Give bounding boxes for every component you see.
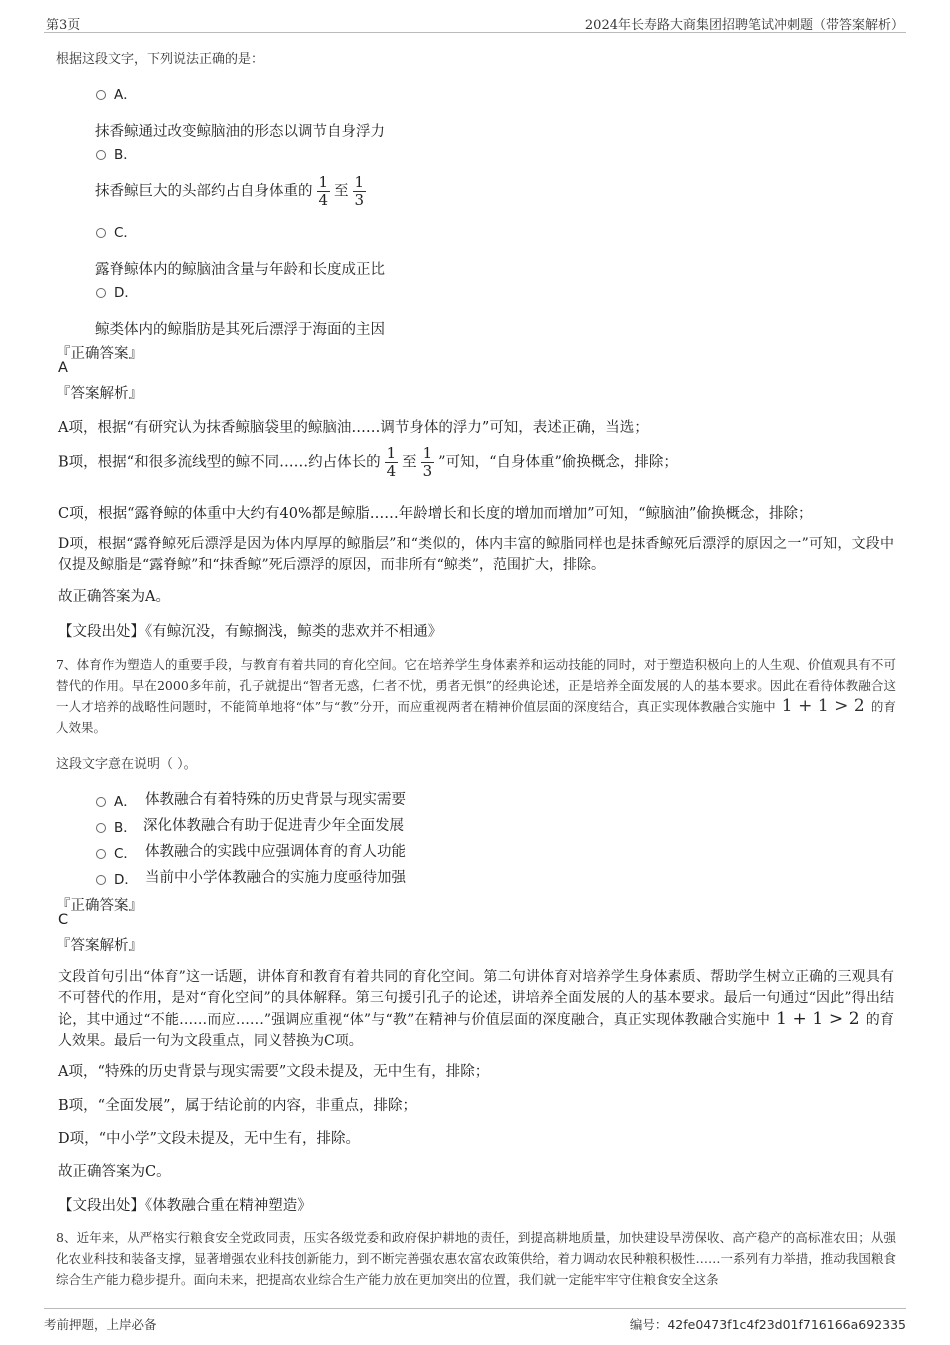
q6-option-d-text: 鲸类体内的鲸脂肪是其死后漂浮于海面的主因 [95,322,385,338]
footer-serial-value: 42fe0473f1c4f23d01f716166a692335 [667,1317,906,1332]
q7-analysis-main-after: 的育人效果。最后一句为文段重点，同义替换为C项。 [58,1012,894,1049]
q7-option-b-letter: B． [114,820,137,836]
q6-option-b-letter: B． [114,147,137,163]
q6-option-c-letter: C． [114,225,137,241]
q6-option-c-text: 露脊鲸体内的鲸脑油含量与年龄和长度成正比 [95,262,385,278]
q8-passage: 8、近年来，从严格实行粮食安全党政同责，压实各级党委和政府保护耕地的责任，到提高耕地质量，加快建设旱涝保收、高产稳产的高标准农田；从强化农业科技和装备支撑，显著增强农业科技创新能力，到不断完善强农惠农富农政策供给，着力调动农民种粮积极性……一系列有力举措，推动我国粮食综合生产能力稳步提升。面向未来，把提高农业综合生产能力放在更加突出的位置，我们就一定能牢牢守住粮食安全这条 [56,1230,896,1287]
q6-analysis-b [58,445,678,480]
document-title: 2024年长寿路大商集团招聘笔试冲刺题（带答案解析） [584,18,904,33]
fraction-third: $\frac{1}{3}$ [422,444,433,480]
q6-option-b-to: 至 [334,183,349,200]
q7-option-a-text: 体教融合有着特殊的历史背景与现实需要 [145,792,406,808]
q6-analysis-b-before: B项，根据“和很多流线型的鲸不同……约占体长的 [58,454,381,471]
q7-conclusion: 故正确答案为C。 [58,1164,171,1180]
q6-analysis-b-after: ”可知，“自身体重”偷换概念，排除； [438,454,678,471]
q7-analysis-main [58,967,894,1052]
q6-option-b-radio[interactable] [96,150,106,160]
q7-analysis-b: B项，“全面发展”，属于结论前的内容，非重点，排除； [58,1098,417,1114]
q6-conclusion: 故正确答案为A。 [58,589,170,605]
q6-option-a-radio[interactable] [96,90,106,100]
q7-analysis-main-before: 文段首句引出“体育”这一话题，讲体育和教育有着共同的育化空间。第二句讲体育对培养学生身体素质、帮助学生树立正确的三观具有不可替代的作用，是对“育化空间”的具体解释。第三句援引孔子的论述，讲培养全面发展的人的基本要求。最后一句通过“因此”得出结论，其中通过“不能……而应……”强调应重视“体”与“教”在精神与价值层面的深度融合，真正实现体教融合实施中 [58,969,894,1028]
q7-option-a-letter: A． [114,794,137,810]
q6-option-a-letter: A． [114,87,137,103]
q6-analysis-b-to: 至 [402,454,417,471]
q7-math-expression: 1 + 1 > 2 [776,1009,860,1029]
q6-option-d-letter: D． [114,285,138,301]
fraction-quarter: $\frac{1}{4}$ [318,173,329,209]
q7-analysis-d: D项，“中小学”文段未提及，无中生有，排除。 [58,1131,360,1147]
q7-option-c-letter: C． [114,846,137,862]
footer-serial-label: 编号： [629,1317,668,1332]
q7-analysis-label: 『答案解析』 [56,938,143,954]
page-footer [44,1308,906,1337]
q7-math-expression: 1 + 1 > 2 [781,696,865,716]
q6-analysis-d: D项，根据“露脊鲸死后漂浮是因为体内厚厚的鲸脂层”和“类似的，体内丰富的鲸脂同样也是抹香鲸死后漂浮的原因之一”可知，文段中仅提及鲸脂是“露脊鲸”和“抹香鲸”死后漂浮的原因，而非所有“鲸类”，范围扩大，排除。 [58,536,894,573]
q6-option-d-radio[interactable] [96,288,106,298]
q7-source: 【文段出处】《体教融合重在精神塑造》 [58,1198,312,1214]
q7-option-c-text: 体教融合的实践中应强调体育的育人功能 [145,844,406,860]
q6-analysis-a: A项，根据“有研究认为抹香鲸脑袋里的鲸脑油……调节身体的浮力”可知，表述正确，当选； [58,420,649,436]
fraction-third: $\frac{1}{3}$ [354,173,365,209]
q6-analysis-c: C项，根据“露脊鲸的体重中大约有40%都是鲸脂……年龄增长和长度的增加而增加”可知，“鲸脑油”偷换概念，排除； [58,506,813,522]
q7-option-a-radio[interactable] [96,797,106,807]
footer-slogan: 考前押题，上岸必备 [44,1317,157,1332]
q6-answer-label: 『正确答案』 [56,346,143,362]
q7-option-d-letter: D． [114,872,138,888]
q7-analysis-a: A项，“特殊的历史背景与现实需要”文段未提及，无中生有，排除； [58,1064,490,1080]
q7-option-b-radio[interactable] [96,823,106,833]
q7-answer: C [58,912,69,928]
q7-option-d-text: 当前中小学体教融合的实施力度亟待加强 [145,870,406,886]
page-header [44,12,906,33]
q6-option-b-text [95,174,370,209]
q6-source: 【文段出处】《有鲸沉没，有鲸搁浅，鲸类的悲欢并不相通》 [58,624,443,640]
q6-prompt: 根据这段文字，下列说法正确的是： [56,52,265,67]
q7-passage [56,654,896,738]
q7-passage-before: 7、体育作为塑造人的重要手段，与教育有着共同的育化空间。它在培养学生身体素养和运动技能的同时，对于塑造积极向上的人生观、价值观具有不可替代的作用。早在2000多年前，孔子就提出“智者无惑，仁者不忧，勇者无惧”的经典论述，正是培养全面发展的人的基本要求。因此在看待体教融合这一人才培养的战略性问题时，不能简单地将“体”与“教”分开，而应重视两者在精神价值层面的深度结合，真正实现体教融合实施中 [56,657,896,714]
q6-option-a-text: 抹香鲸通过改变鲸脑油的形态以调节自身浮力 [95,124,385,140]
fraction-quarter: $\frac{1}{4}$ [386,444,397,480]
q6-answer: A [58,360,68,376]
q7-answer-label: 『正确答案』 [56,898,143,914]
q6-analysis-label: 『答案解析』 [56,386,143,402]
q7-option-d-radio[interactable] [96,875,106,885]
q7-option-b-text: 深化体教融合有助于促进青少年全面发展 [143,818,404,834]
q7-option-c-radio[interactable] [96,849,106,859]
q6-option-c-radio[interactable] [96,228,106,238]
page-number: 第3页 [46,18,81,33]
q7-passage-after: 的育人效果。 [56,699,896,735]
q6-option-b-text-before: 抹香鲸巨大的头部约占自身体重的 [95,183,313,200]
q7-prompt: 这段文字意在说明（ ）。 [56,757,197,772]
footer-serial [630,1315,906,1333]
